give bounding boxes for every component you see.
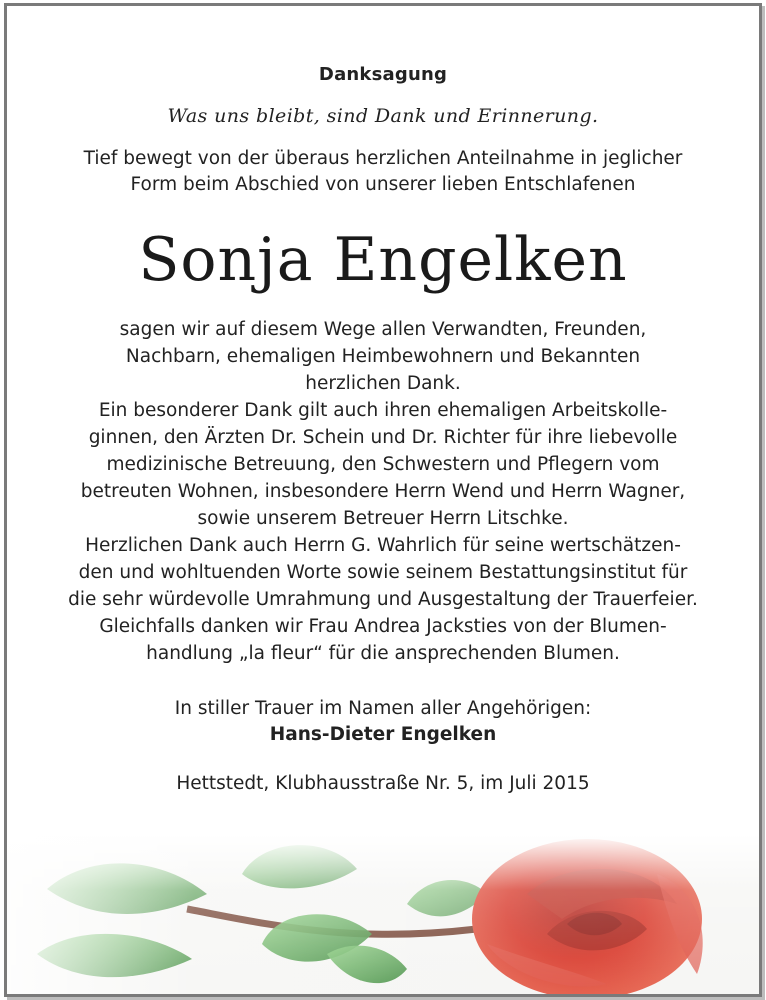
body-line: ginnen, den Ärzten Dr. Schein und Dr. Richter für ihre liebevolle [88, 427, 678, 448]
deceased-name: Sonja Engelken [138, 225, 628, 295]
place-date: Hettstedt, Klubhausstraße Nr. 5, im Juli 2015 [176, 773, 590, 794]
signer-name: Hans-Dieter Engelken [269, 724, 497, 745]
body-line: sagen wir auf diesem Wege allen Verwandten, Freunden, [119, 319, 647, 340]
body-line: den und wohltuenden Worte sowie seinem Bestattungsinstitut für [78, 562, 688, 583]
notice-frame [4, 3, 762, 997]
intro-line: Form beim Abschied von unserer lieben Entschlafenen [130, 174, 636, 195]
notice-heading: Danksagung [318, 64, 448, 85]
closing-line: In stiller Trauer im Namen aller Angehörigen: [174, 698, 592, 719]
red-rose-image [7, 834, 759, 994]
body-line: medizinische Betreuung, den Schwestern und Pflegern vom [106, 454, 660, 475]
motto-line: Was uns bleibt, sind Dank und Erinnerung. [167, 105, 599, 127]
body-line: Ein besonderer Dank gilt auch ihren ehemaligen Arbeitskolle- [98, 400, 668, 421]
body-line: handlung „la fleur“ für die ansprechenden Blumen. [146, 643, 620, 664]
closing-block [7, 696, 759, 748]
body-line: sowie unserem Betreuer Herrn Litschke. [197, 508, 569, 529]
body-line: die sehr würdevolle Umrahmung und Ausgestaltung der Trauerfeier. [68, 589, 698, 610]
body-text [7, 316, 759, 667]
intro-text [7, 146, 759, 198]
body-line: herzlichen Dank. [305, 373, 461, 394]
body-line: betreuten Wohnen, insbesondere Herrn Wend und Herrn Wagner, [80, 481, 686, 502]
body-line: Gleichfalls danken wir Frau Andrea Jacksties von der Blumen- [99, 616, 667, 637]
intro-line: Tief bewegt von der überaus herzlichen Anteilnahme in jeglicher [83, 148, 683, 169]
body-line: Herzlichen Dank auch Herrn G. Wahrlich für seine wertschätzen- [85, 535, 681, 556]
body-line: Nachbarn, ehemaligen Heimbewohnern und Bekannten [125, 346, 641, 367]
